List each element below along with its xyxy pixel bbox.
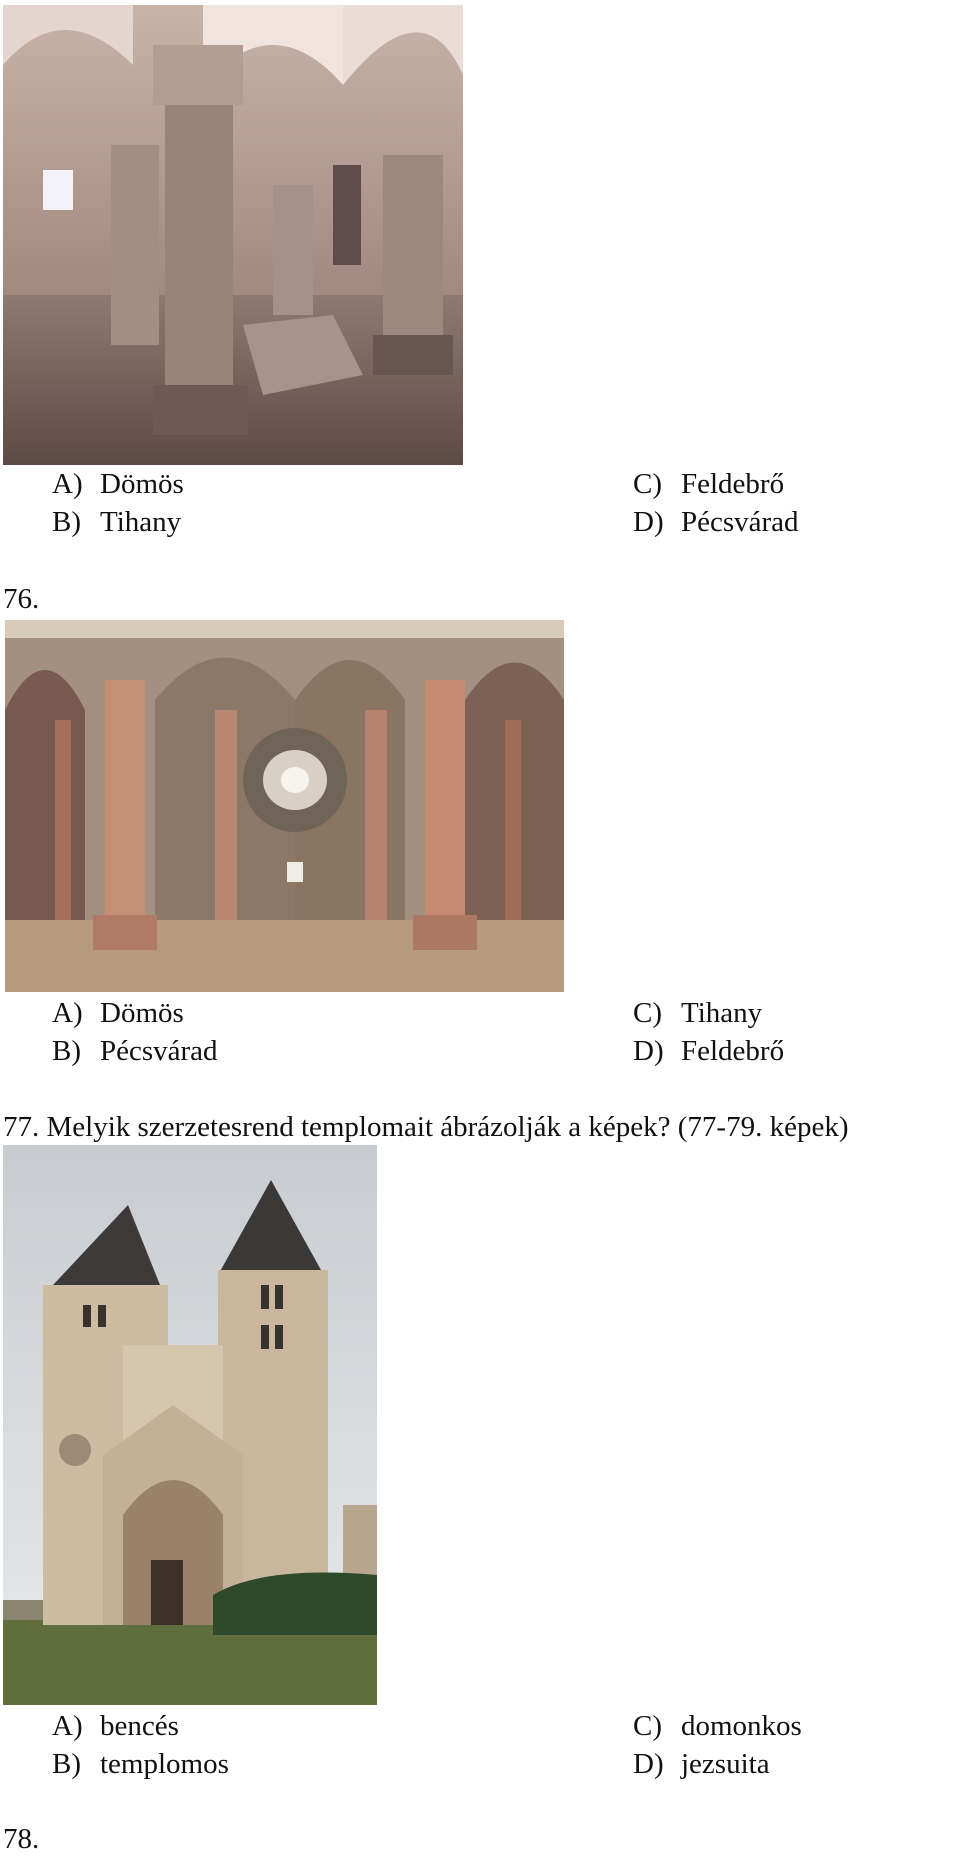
option-text: bencés	[100, 1710, 179, 1742]
option-text: Tihany	[100, 506, 182, 538]
option-text: Feldebrő	[681, 1035, 785, 1067]
q75-option-a[interactable]	[52, 467, 184, 501]
brick-arcade-photo	[5, 620, 564, 992]
option-letter: C)	[633, 1710, 662, 1742]
option-letter: A)	[52, 1710, 83, 1742]
question-78-number: 78.	[3, 1823, 40, 1855]
brick-arcade-illustration	[5, 620, 564, 992]
question-76-number: 76.	[3, 583, 40, 615]
option-text: Feldebrő	[681, 468, 785, 500]
option-letter: D)	[633, 1035, 664, 1067]
option-letter: D)	[633, 506, 664, 538]
option-letter: B)	[52, 506, 81, 538]
option-text: templomos	[100, 1748, 229, 1780]
q77-option-d[interactable]	[633, 1747, 770, 1781]
option-letter: A)	[52, 468, 83, 500]
question-77-text: 77. Melyik szerzetesrend templomait ábrázolják a képek? (77-79. képek)	[3, 1111, 849, 1143]
q75-option-c[interactable]	[633, 467, 784, 501]
option-letter: A)	[52, 997, 83, 1029]
twin-tower-church-illustration	[3, 1145, 377, 1705]
option-letter: B)	[52, 1748, 81, 1780]
option-letter: B)	[52, 1035, 81, 1067]
option-text: jezsuita	[681, 1748, 770, 1780]
crypt-columns-illustration	[3, 5, 463, 465]
q76-option-c[interactable]	[633, 996, 762, 1030]
option-text: Dömös	[100, 997, 184, 1029]
option-text: Tihany	[681, 997, 763, 1029]
option-letter: C)	[633, 468, 662, 500]
q76-option-b[interactable]	[52, 1034, 218, 1068]
q75-option-b[interactable]	[52, 505, 181, 539]
q75-option-d[interactable]	[633, 505, 799, 539]
option-text: Pécsvárad	[100, 1035, 218, 1067]
q77-option-a[interactable]	[52, 1709, 179, 1743]
option-text: Dömös	[100, 468, 184, 500]
option-text: domonkos	[681, 1710, 802, 1742]
option-letter: D)	[633, 1748, 664, 1780]
q76-option-a[interactable]	[52, 996, 184, 1030]
q77-option-c[interactable]	[633, 1709, 802, 1743]
q77-option-b[interactable]	[52, 1747, 229, 1781]
twin-tower-church-photo	[3, 1145, 377, 1705]
option-text: Pécsvárad	[681, 506, 799, 538]
q76-option-d[interactable]	[633, 1034, 784, 1068]
option-letter: C)	[633, 997, 662, 1029]
crypt-columns-photo	[3, 5, 463, 465]
